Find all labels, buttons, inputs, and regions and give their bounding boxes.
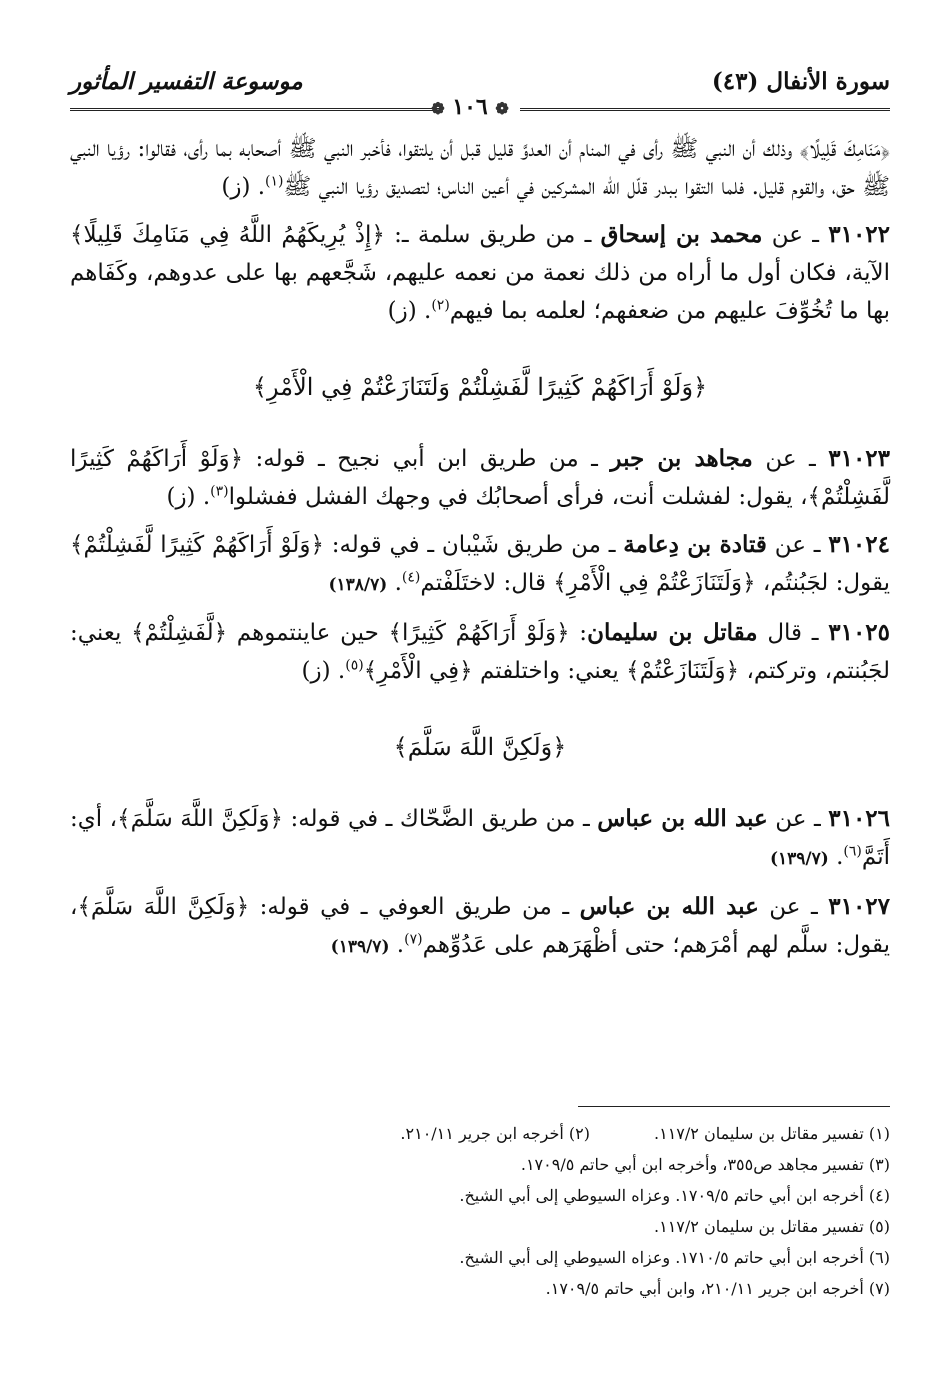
entry-31027 [70, 888, 890, 966]
entry-text: ـ عن [762, 222, 829, 248]
footnote-row [70, 1180, 890, 1211]
paragraph-end: . (ز) [221, 174, 266, 200]
entry-31025 [70, 614, 890, 690]
paragraph-text: وذلك أن النبي ﷺ رأى في المنام أن العدوَّ قليل قبل أن يلتقوا، فأخبر النبي ﷺ أصحابه بما رأى، فقالوا: رؤيا النبي ﷺ حق، والقوم قليل. فلما التقوا ببدر قلّل الله المشركين في أعين الناس؛ لتصديق رؤيا النبي ﷺ [70, 136, 890, 200]
entry-end: . (ز) [301, 658, 346, 684]
footnote-row [70, 1273, 890, 1304]
quran-quote: ﴿وَلَتَنَازَعْتُمْ فِي الْأَمْرِ﴾ [553, 570, 756, 596]
entry-31023 [70, 440, 890, 516]
entry-text: ، يقول: سلَّم لهم أمْرَهم؛ حتى أظْهَرَهم على عَدُوِّهم [70, 894, 890, 958]
footnote-1: (١) تفسير مقاتل بن سليمان ١١٧/٢. [654, 1124, 890, 1143]
volume-reference: (١٣٩/٧) [769, 849, 829, 869]
quran-quote: ﴿لَّفَشِلْتُمْ﴾ [131, 620, 228, 646]
volume-reference: (١٣٩/٧) [330, 937, 390, 957]
narrator-name: محمد بن إسحاق [600, 221, 763, 248]
entry-text: ـ عن [758, 894, 829, 920]
entry-number: ٣١٠٢٣ [828, 445, 891, 472]
footnote-marker[interactable]: (١) [265, 173, 284, 190]
entry-text: يقول: لجَبُنتُم، [755, 570, 890, 596]
quran-quote: ﴿مَنَامِكَ قَلِيلًا﴾ [799, 136, 890, 162]
narrator-name: قتادة بن دِعامة [623, 531, 767, 558]
entry-text: ، أي: أَتَمَّ [70, 806, 890, 870]
entry-text: ـ قال [757, 620, 829, 646]
footnote-marker[interactable]: (٧) [404, 931, 423, 948]
quran-quote: ﴿وَلَكِنَّ اللَّهَ سَلَّمَ﴾ [77, 894, 250, 920]
page-body [70, 130, 890, 976]
ornament-icon: ❁ [495, 99, 509, 118]
entry-text: : [569, 620, 588, 646]
header-rule-right [520, 108, 890, 111]
entry-text: ـ من طريق الضَّحّاك ـ في قوله: [282, 806, 598, 832]
footnote-marker[interactable]: (٦) [843, 843, 862, 860]
entry-text: قال: لاختَلَفْتم [420, 570, 554, 596]
footnote-5: (٥) تفسير مقاتل بن سليمان ١١٧/٢. [654, 1217, 890, 1236]
entry-text: يعني: واختلفتم [472, 658, 627, 684]
footnote-row [70, 1242, 890, 1273]
footnote-row [70, 1211, 890, 1242]
quran-quote: ﴿وَلَوْ أَرَاكَهُمْ كَثِيرًا﴾ [388, 620, 570, 646]
quran-quote: ﴿وَلَوْ أَرَاكَهُمْ كَثِيرًا لَّفَشِلْتُمْ﴾ [70, 446, 890, 510]
narrator-name: مقاتل بن سليمان [587, 619, 758, 646]
surah-header: سورة الأنفال (٤٣) [711, 68, 890, 95]
entry-text: ـ من طريق شَيْبان ـ في قوله: [323, 532, 624, 558]
entry-31022 [70, 216, 890, 330]
footnote-marker[interactable]: (٥) [345, 657, 364, 674]
ornament-icon: ❁ [431, 99, 445, 118]
page-number [390, 94, 550, 120]
header-rule-left [70, 108, 440, 111]
entry-end: . [828, 844, 844, 870]
footnote-6: (٦) أخرجه ابن أبي حاتم ١٧١٠/٥. وعزاه السيوطي إلى أبي الشيخ. [459, 1248, 890, 1267]
footnote-marker[interactable]: (٣) [210, 483, 229, 500]
narrator-name: عبد الله بن عباس [597, 805, 768, 832]
quran-quote: ﴿وَلَكِنَّ اللَّهَ سَلَّمَ﴾ [117, 806, 283, 832]
verse-heading: ﴿وَلَكِنَّ اللَّهَ سَلَّمَ﴾ [393, 733, 567, 761]
footnote-row [70, 1149, 890, 1180]
entry-text: ـ عن [767, 806, 829, 832]
entry-31024 [70, 526, 890, 604]
narrator-name: عبد الله بن عباس [579, 893, 759, 920]
entry-end: . (ز) [166, 484, 211, 510]
footnote-7: (٧) أخرجه ابن جرير ٢١٠/١١، وابن أبي حاتم ١٧٠٩/٥. [545, 1279, 890, 1298]
entry-number: ٣١٠٢٧ [828, 893, 891, 920]
footnote-marker[interactable]: (٢) [431, 297, 450, 314]
entry-end: . [389, 932, 405, 958]
entry-text: ـ من طريق ابن أبي نجيح ـ قوله: [243, 446, 611, 472]
entry-text: يعني: لجَبُنتم، وتركتم، [70, 620, 890, 684]
book-title-header: موسوعة التفسير المأثور [70, 68, 303, 95]
entry-text: ، يقول: لفشلت أنت، فرأى أصحابُك في وجهك الفشل ففشلوا [228, 484, 808, 510]
narrator-name: مجاهد بن جبر [610, 445, 753, 472]
verse-heading: ﴿وَلَوْ أَرَاكَهُمْ كَثِيرًا لَّفَشِلْتُمْ وَلَتَنَازَعْتُمْ فِي الْأَمْرِ﴾ [252, 373, 708, 401]
entry-end: . [387, 570, 402, 596]
entry-number: ٣١٠٢٦ [828, 805, 891, 832]
entry-text: ـ عن [752, 446, 829, 472]
quran-quote: ﴿فِي الْأَمْرِ﴾ [363, 658, 473, 684]
entry-text: ـ من طريق سلمة ـ: [384, 222, 601, 248]
page-number-value: ١٠٦ [452, 94, 488, 120]
entry-number: ٣١٠٢٤ [828, 531, 890, 558]
footnote-row [70, 1118, 890, 1149]
footnotes [70, 1118, 890, 1304]
entry-text: ـ من طريق العوفي ـ في قوله: [249, 894, 580, 920]
quran-quote: ﴿وَلَوْ أَرَاكَهُمْ كَثِيرًا لَّفَشِلْتُمْ﴾ [70, 532, 324, 558]
footnote-3: (٣) تفسير مجاهد ص٣٥٥، وأخرجه ابن أبي حاتم ١٧٠٩/٥. [520, 1155, 890, 1174]
entry-end: . (ز) [387, 298, 432, 324]
quran-quote: ﴿وَلَتَنَازَعْتُمْ﴾ [626, 658, 740, 684]
footnote-2: (٢) أخرجه ابن جرير ٢١٠/١١. [400, 1124, 590, 1143]
footnote-4: (٤) أخرجه ابن أبي حاتم ١٧٠٩/٥. وعزاه السيوطي إلى أبي الشيخ. [459, 1186, 890, 1205]
paragraph-intro [70, 130, 890, 206]
entry-number: ٣١٠٢٢ [828, 221, 891, 248]
quran-quote: ﴿إِذْ يُرِيكَهُمُ اللَّهُ فِي مَنَامِكَ قَلِيلًا﴾ [70, 222, 385, 248]
entry-number: ٣١٠٢٥ [828, 619, 891, 646]
entry-31026 [70, 800, 890, 878]
entry-text: ـ عن [766, 532, 829, 558]
footnote-separator [578, 1106, 890, 1107]
entry-text: الآية، فكان أول ما أراه من ذلك نعمة من نعمه عليهم، شَجَّعهم بها على عدوهم، وكَفَاهم بها ما تُخُوِّفَ عليهم من ضعفهم؛ لعلمه بما فيهم [70, 260, 890, 324]
volume-reference: (١٣٨/٧) [328, 575, 388, 595]
footnote-marker[interactable]: (٤) [401, 569, 421, 586]
entry-text: حين عاينتموهم [227, 620, 389, 646]
